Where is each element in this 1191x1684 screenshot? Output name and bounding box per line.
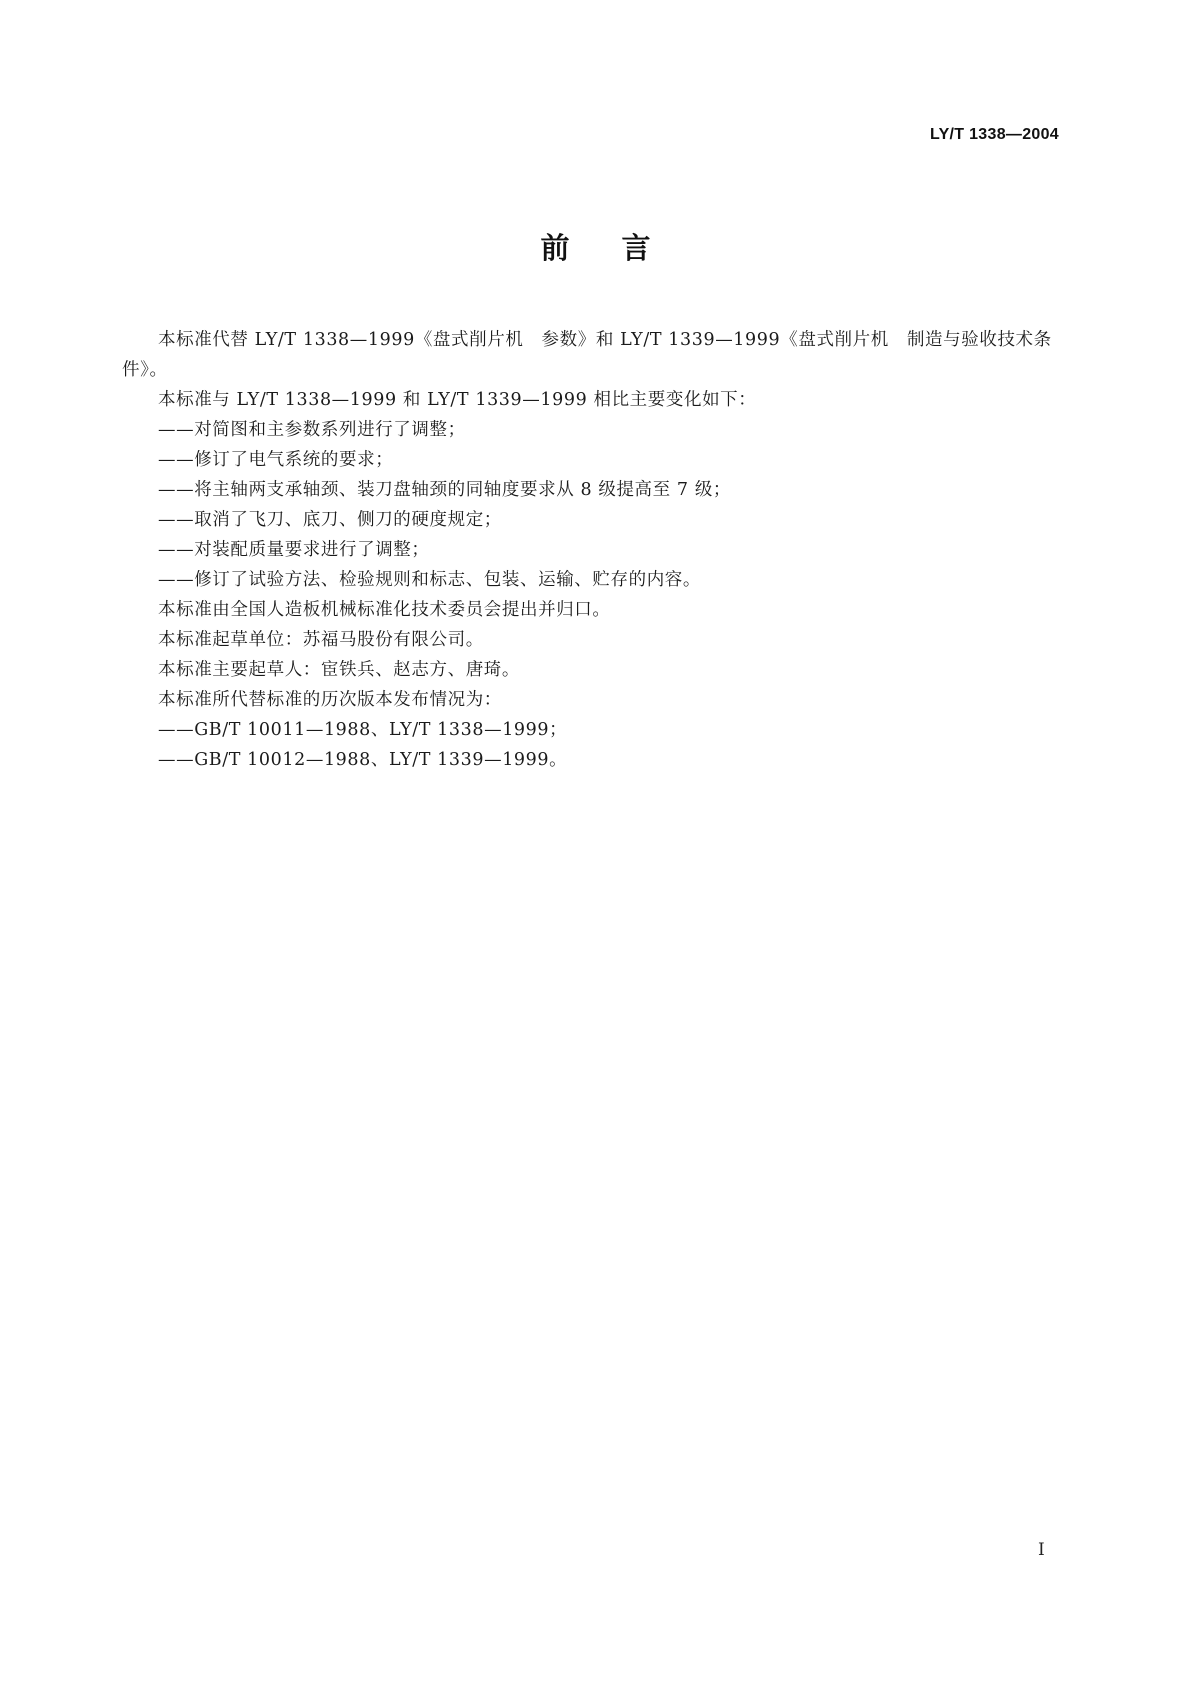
list-item-change: ——修订了试验方法、检验规则和标志、包装、运输、贮存的内容。	[158, 570, 701, 590]
standard-number: LY/T 1338—2004	[929, 126, 1059, 143]
paragraph-proposer: 本标准由全国人造板机械标准化技术委员会提出并归口。	[158, 600, 611, 620]
list-item-change: ——对简图和主参数系列进行了调整；	[158, 420, 466, 440]
paragraph-drafting-unit: 本标准起草单位：苏福马股份有限公司。	[158, 630, 484, 650]
list-item-change: ——将主轴两支承轴颈、装刀盘轴颈的同轴度要求从 8 级提高至 7 级；	[158, 480, 732, 500]
paragraph-version-history: 本标准所代替标准的历次版本发布情况为：	[158, 690, 502, 710]
list-item-version: ——GB/T 10012—1988、LY/T 1339—1999。	[158, 750, 568, 770]
paragraph-changes-intro: 本标准与 LY/T 1338—1999 和 LY/T 1339—1999 相比主要变化如下：	[158, 390, 757, 410]
paragraph-replacement: 本标准代替 LY/T 1338—1999《盘式削片机 参数》和 LY/T 1339—1999《盘式削片机 制造与验收技术条件》。	[122, 330, 1052, 380]
page-number: I	[1038, 1540, 1045, 1560]
paragraph-drafters: 本标准主要起草人：宦铁兵、赵志方、唐琦。	[158, 660, 520, 680]
list-item-change: ——取消了飞刀、底刀、侧刀的硬度规定；	[158, 510, 502, 530]
list-item-change: ——对装配质量要求进行了调整；	[158, 540, 430, 560]
list-item-change: ——修订了电气系统的要求；	[158, 450, 394, 470]
document-body	[122, 325, 1062, 775]
list-item-version: ——GB/T 10011—1988、LY/T 1338—1999；	[158, 720, 568, 740]
page-title: 前言	[540, 231, 703, 265]
